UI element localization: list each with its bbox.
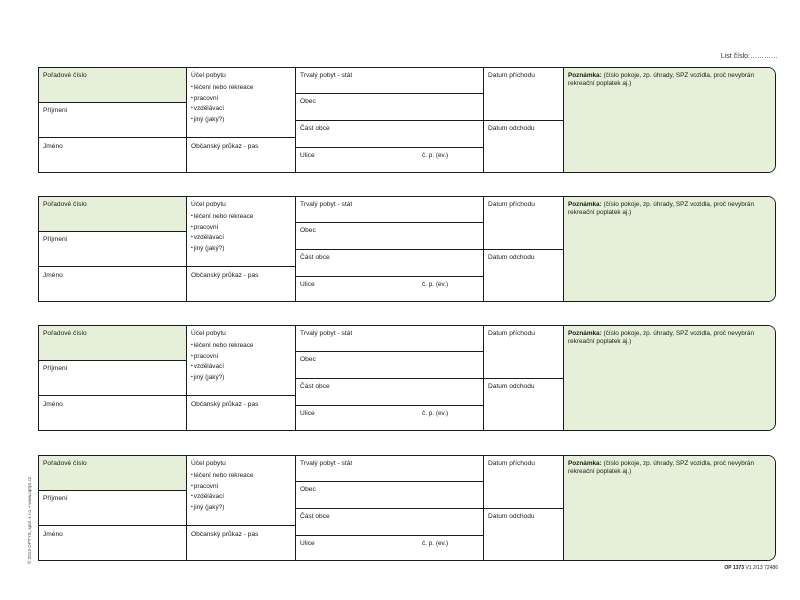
stay-purpose-option[interactable]: ▪ pracovní (191, 94, 253, 105)
departure-date-label: Datum odchodu (488, 383, 535, 390)
id-card-label: Občanský průkaz - pas (191, 401, 259, 408)
first-name-field[interactable] (39, 266, 186, 302)
order-number-label: Pořadové číslo (43, 330, 87, 337)
note-label-bold: Poznámka: (568, 330, 602, 337)
street-field[interactable] (296, 276, 483, 302)
id-card-label: Občanský průkaz - pas (191, 531, 259, 538)
copyright-note: © 2013 OPTYS, spol. s r.o. • www.optys.cz (27, 476, 32, 564)
municipality-part-field[interactable] (296, 378, 483, 405)
stay-purpose-label: Účel pobytu (191, 460, 226, 467)
stay-purpose-label: Účel pobytu (191, 330, 226, 337)
municipality-label: Obec (300, 98, 316, 105)
departure-date-label: Datum odchodu (488, 125, 535, 132)
surname-field[interactable] (39, 231, 186, 266)
departure-date-label: Datum odchodu (488, 254, 535, 261)
departure-date-field[interactable] (484, 120, 563, 173)
note-label (568, 72, 769, 88)
guest-entry-block-1 (38, 67, 776, 173)
note-label-bold: Poznámka: (568, 201, 602, 208)
residence-country-field[interactable] (296, 197, 483, 222)
departure-date-field[interactable] (484, 249, 563, 302)
residence-country-field[interactable] (296, 326, 483, 351)
departure-date-label: Datum odchodu (488, 513, 535, 520)
arrival-date-field[interactable] (484, 68, 563, 120)
residence-country-label: Trvalý pobyt - stát (300, 201, 353, 208)
municipality-label: Obec (300, 227, 316, 234)
street-label: Ulice (300, 410, 315, 417)
note-field[interactable] (564, 68, 775, 172)
surname-field[interactable] (39, 102, 186, 137)
note-field[interactable] (564, 326, 775, 430)
note-label-text: (číslo pokoje, zp. úhrady, SPZ vozidla, proč nevybrán rekreační poplatek aj.) (568, 201, 755, 216)
street-field[interactable] (296, 535, 483, 561)
note-label-text: (číslo pokoje, zp. úhrady, SPZ vozidla, proč nevybrán rekreační poplatek aj.) (568, 72, 755, 87)
house-number-label: č. p. (ev.) (422, 152, 449, 159)
guest-entry-block-3 (38, 325, 776, 431)
stay-purpose-options (191, 341, 253, 383)
id-card-field[interactable] (187, 137, 295, 173)
form-code-version: V1 2/13 72486 (745, 565, 778, 571)
stay-purpose-options (191, 83, 253, 125)
stay-purpose-label: Účel pobytu (191, 201, 226, 208)
house-number-label: č. p. (ev.) (422, 281, 449, 288)
stay-purpose-option[interactable]: ▪ léčení nebo rekreace (191, 83, 253, 94)
note-label-bold: Poznámka: (568, 72, 602, 79)
order-number-field[interactable] (39, 68, 186, 102)
departure-date-field[interactable] (484, 508, 563, 561)
note-field[interactable] (564, 456, 775, 560)
street-label: Ulice (300, 152, 315, 159)
first-name-field[interactable] (39, 137, 186, 173)
note-label-text: (číslo pokoje, zp. úhrady, SPZ vozidla, proč nevybrán rekreační poplatek aj.) (568, 330, 755, 345)
street-field[interactable] (296, 405, 483, 431)
note-label-bold: Poznámka: (568, 460, 602, 467)
stay-purpose-option[interactable]: ▪ jiný (jaký?) (191, 373, 253, 384)
id-card-label: Občanský průkaz - pas (191, 272, 259, 279)
municipality-field[interactable] (296, 351, 483, 378)
residence-country-field[interactable] (296, 456, 483, 481)
municipality-part-label: Část obce (300, 125, 330, 132)
municipality-part-label: Část obce (300, 254, 330, 261)
arrival-date-label: Datum příchodu (488, 201, 535, 208)
note-label-text: (číslo pokoje, zp. úhrady, SPZ vozidla, proč nevybrán rekreační poplatek aj.) (568, 460, 755, 475)
order-number-label: Pořadové číslo (43, 460, 87, 467)
street-label: Ulice (300, 281, 315, 288)
arrival-date-field[interactable] (484, 456, 563, 508)
surname-label: Příjmení (43, 236, 68, 243)
first-name-field[interactable] (39, 395, 186, 431)
residence-country-label: Trvalý pobyt - stát (300, 330, 353, 337)
municipality-label: Obec (300, 356, 316, 363)
id-card-label: Občanský průkaz - pas (191, 143, 259, 150)
id-card-field[interactable] (187, 266, 295, 302)
house-number-label: č. p. (ev.) (422, 540, 449, 547)
residence-country-field[interactable] (296, 68, 483, 93)
departure-date-field[interactable] (484, 378, 563, 431)
street-label: Ulice (300, 540, 315, 547)
arrival-date-label: Datum příchodu (488, 330, 535, 337)
surname-label: Příjmení (43, 495, 68, 502)
order-number-field[interactable] (39, 326, 186, 360)
sheet-number: List číslo:………… (720, 53, 778, 60)
stay-purpose-option[interactable]: ▪ léčení nebo rekreace (191, 341, 253, 352)
municipality-field[interactable] (296, 481, 483, 508)
stay-purpose-option[interactable]: ▪ pracovní (191, 482, 253, 493)
guest-entry-block-4 (38, 455, 776, 561)
note-label (568, 460, 769, 476)
order-number-field[interactable] (39, 456, 186, 490)
guest-entry-block-2 (38, 196, 776, 302)
surname-field[interactable] (39, 490, 186, 525)
arrival-date-field[interactable] (484, 326, 563, 378)
stay-purpose-options (191, 212, 253, 254)
order-number-label: Pořadové číslo (43, 72, 87, 79)
form-code-number: OP 1373 (724, 565, 745, 571)
form-code (724, 565, 778, 571)
note-label (568, 201, 769, 217)
arrival-date-label: Datum příchodu (488, 460, 535, 467)
stay-purpose-option[interactable]: ▪ jiný (jaký?) (191, 115, 253, 126)
arrival-date-label: Datum příchodu (488, 72, 535, 79)
stay-purpose-option[interactable]: ▪ vzdělávací (191, 233, 253, 244)
note-label (568, 330, 769, 346)
stay-purpose-field[interactable] (187, 326, 295, 395)
surname-field[interactable] (39, 360, 186, 395)
municipality-part-field[interactable] (296, 120, 483, 147)
municipality-part-field[interactable] (296, 249, 483, 276)
stay-purpose-field[interactable] (187, 456, 295, 525)
first-name-label: Jméno (43, 272, 63, 279)
first-name-field[interactable] (39, 525, 186, 561)
municipality-label: Obec (300, 486, 316, 493)
stay-purpose-option[interactable]: ▪ jiný (jaký?) (191, 503, 253, 514)
house-number-label: č. p. (ev.) (422, 410, 449, 417)
note-field[interactable] (564, 197, 775, 301)
municipality-part-field[interactable] (296, 508, 483, 535)
id-card-field[interactable] (187, 525, 295, 561)
stay-purpose-label: Účel pobytu (191, 72, 226, 79)
id-card-field[interactable] (187, 395, 295, 431)
stay-purpose-option[interactable]: ▪ vzdělávací (191, 104, 253, 115)
municipality-part-label: Část obce (300, 383, 330, 390)
municipality-field[interactable] (296, 222, 483, 249)
first-name-label: Jméno (43, 401, 63, 408)
order-number-label: Pořadové číslo (43, 201, 87, 208)
stay-purpose-option[interactable]: ▪ pracovní (191, 352, 253, 363)
stay-purpose-option[interactable]: ▪ jiný (jaký?) (191, 244, 253, 255)
stay-purpose-option[interactable]: ▪ pracovní (191, 223, 253, 234)
residence-country-label: Trvalý pobyt - stát (300, 460, 353, 467)
surname-label: Příjmení (43, 107, 68, 114)
stay-purpose-option[interactable]: ▪ vzdělávací (191, 362, 253, 373)
stay-purpose-field[interactable] (187, 197, 295, 266)
first-name-label: Jméno (43, 531, 63, 538)
arrival-date-field[interactable] (484, 197, 563, 249)
stay-purpose-options (191, 471, 253, 513)
order-number-field[interactable] (39, 197, 186, 231)
residence-country-label: Trvalý pobyt - stát (300, 72, 353, 79)
first-name-label: Jméno (43, 143, 63, 150)
stay-purpose-option[interactable]: ▪ léčení nebo rekreace (191, 471, 253, 482)
street-field[interactable] (296, 147, 483, 173)
stay-purpose-option[interactable]: ▪ léčení nebo rekreace (191, 212, 253, 223)
municipality-part-label: Část obce (300, 513, 330, 520)
stay-purpose-field[interactable] (187, 68, 295, 137)
surname-label: Příjmení (43, 365, 68, 372)
stay-purpose-option[interactable]: ▪ vzdělávací (191, 492, 253, 503)
municipality-field[interactable] (296, 93, 483, 120)
